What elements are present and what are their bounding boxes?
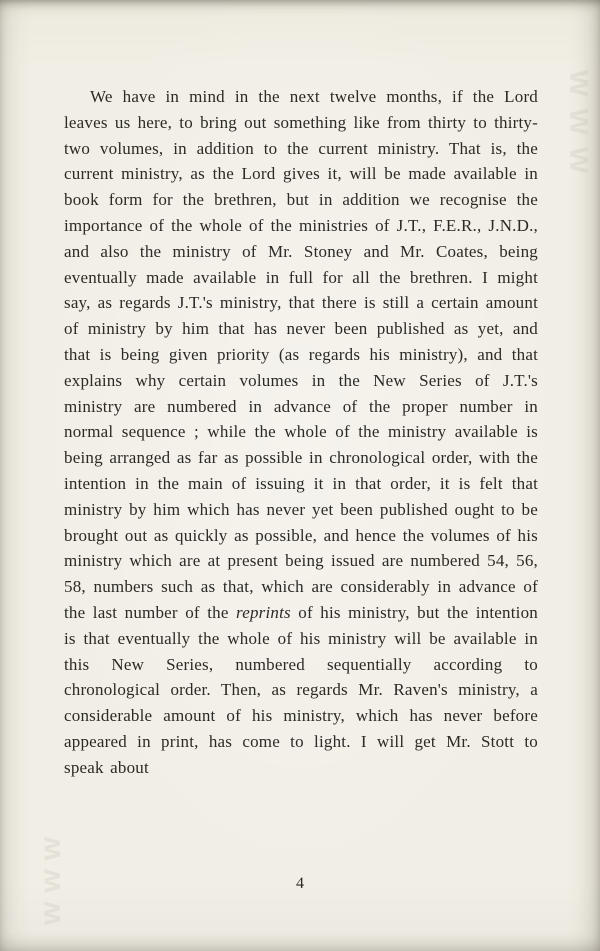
paragraph-text: of his ministry, but the intention is that eventually the whole of his ministry will be available in this New Series, numbered sequentially according to chronological order. Then, as regards Mr. Raven's ministry, a considerable amount of his ministry, which has never before appeared in print, has come to light. I will get Mr. Stott to speak about [64, 602, 538, 777]
paragraph-italic-word: reprints [236, 602, 291, 622]
page-text-block [64, 84, 538, 781]
body-paragraph [64, 84, 538, 781]
paragraph-text: We have in mind in the next twelve months, if the Lord leaves us here, to bring out something like from thirty to thirty-two volumes, in addition to the current ministry. That is, the current ministry, as the Lord gives it, will be made available in book form for the brethren, but in addition we recognise the importance of the whole of the ministries of J.T., F.E.R., J.N.D., and also the ministry of Mr. Stoney and Mr. Coates, being eventually made available in full for all the brethren. I might say, as regards J.T.'s ministry, that there is still a certain amount of ministry by him that has never been published as yet, and that is being given priority (as regards his ministry), and that explains why certain volumes in the New Series of J.T.'s ministry are numbered in advance of the proper number in normal sequence ; while the whole of the ministry available is being arranged as far as possible in chronological order, with the intention in the main of issuing it in that order, it is felt that ministry by him which has never yet been published ought to be brought out as quickly as possible, and hence the volumes of his ministry which are at present being issued are numbered 54, 56, 58, numbers such as that, which are considerably in advance of the last number of the [64, 87, 538, 622]
watermark: www [34, 827, 67, 925]
page-number: 4 [296, 875, 304, 892]
watermark: www [562, 70, 600, 186]
